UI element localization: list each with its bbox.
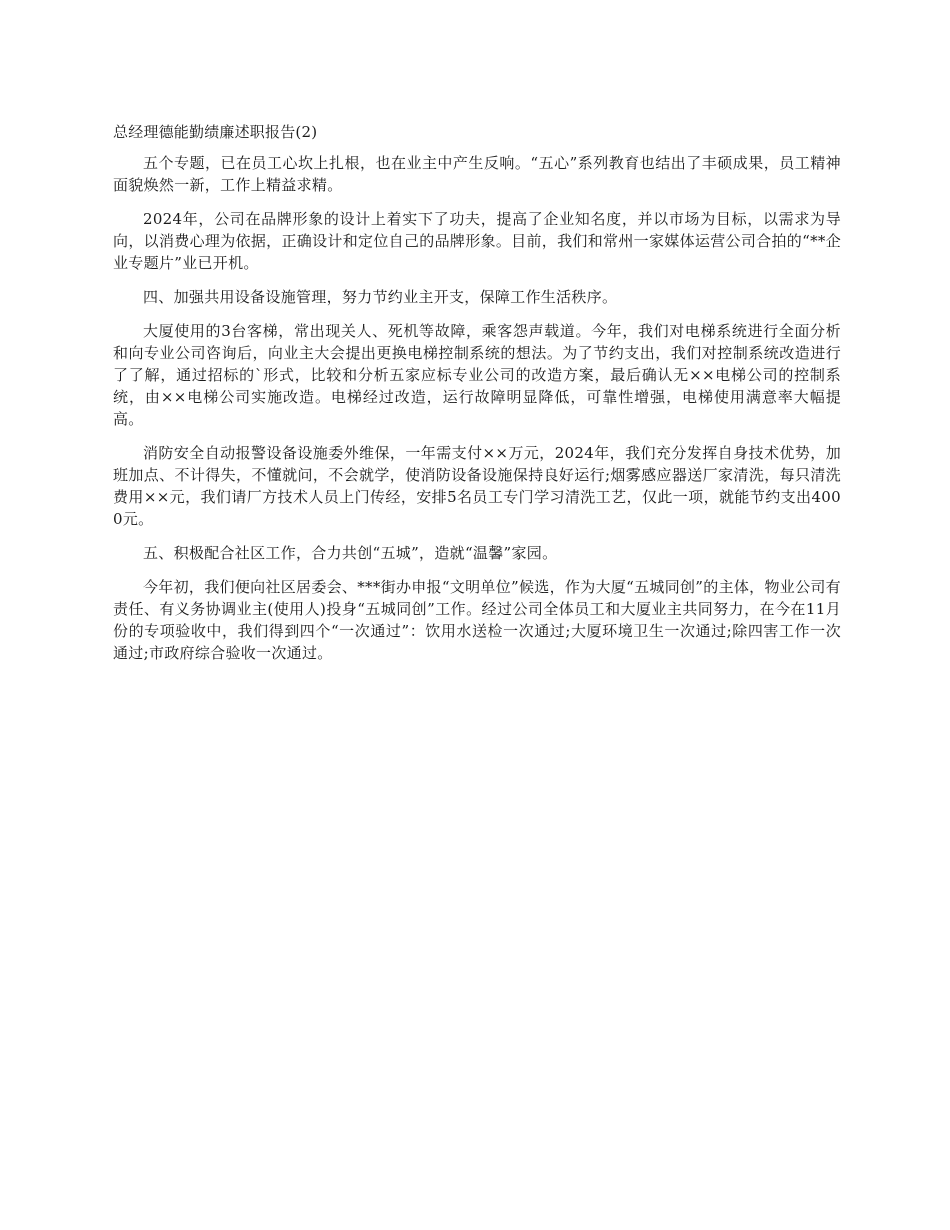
paragraph-4: 大厦使用的3台客梯，常出现关人、死机等故障，乘客怨声载道。今年，我们对电梯系统进行全面分析和向专业公司咨询后，向业主大会提出更换电梯控制系统的想法。为了节约支出，我们对控制系统改造进行了了解，通过招标的`形式，比较和分析五家应标专业公司的改造方案，最后确认无××电梯公司的控制系统，由××电梯公司实施改造。电梯经过改造，运行故障明显降低，可靠性增强，电梯使用满意率大幅提高。 bbox=[113, 322, 841, 428]
paragraph-1: 五个专题，已在员工心坎上扎根，也在业主中产生反响。“五心”系列教育也结出了丰硕成果，员工精神面貌焕然一新，工作上精益求精。 bbox=[113, 154, 841, 194]
paragraph-2: 2024年，公司在品牌形象的设计上着实下了功夫，提高了企业知名度，并以市场为目标，以需求为导向，以消费心理为依据，正确设计和定位自己的品牌形象。目前，我们和常州一家媒体运营公司合拍的“**企业专题片”业已开机。 bbox=[113, 210, 841, 272]
paragraph-7: 今年初，我们便向社区居委会、***街办申报“文明单位”候选，作为大厦“五城同创”的主体，物业公司有责任、有义务协调业主(使用人)投身“五城同创”工作。经过公司全体员工和大厦业主共同努力，在今在11月份的专项验收中，我们得到四个“一次通过”：饮用水送检一次通过;大厦环境卫生一次通过;除四害工作一次通过;市政府综合验收一次通过。 bbox=[113, 578, 841, 662]
paragraph-6: 五、积极配合社区工作，合力共创“五城”，造就“温馨”家园。 bbox=[143, 544, 558, 562]
paragraph-5: 消防安全自动报警设备设施委外维保，一年需支付××万元，2024年，我们充分发挥自身技术优势，加班加点、不计得失，不懂就问，不会就学，使消防设备设施保持良好运行;烟雾感应器送厂家清洗，每只清洗费用××元，我们请厂方技术人员上门传经，安排5名员工专门学习清洗工艺，仅此一项，就能节约支出4000元。 bbox=[113, 444, 841, 528]
paragraph-3: 四、加强共用设备设施管理，努力节约业主开支，保障工作生活秩序。 bbox=[143, 288, 618, 306]
document-page bbox=[113, 120, 841, 676]
document-title: 总经理德能勤绩廉述职报告(2) bbox=[113, 123, 318, 141]
